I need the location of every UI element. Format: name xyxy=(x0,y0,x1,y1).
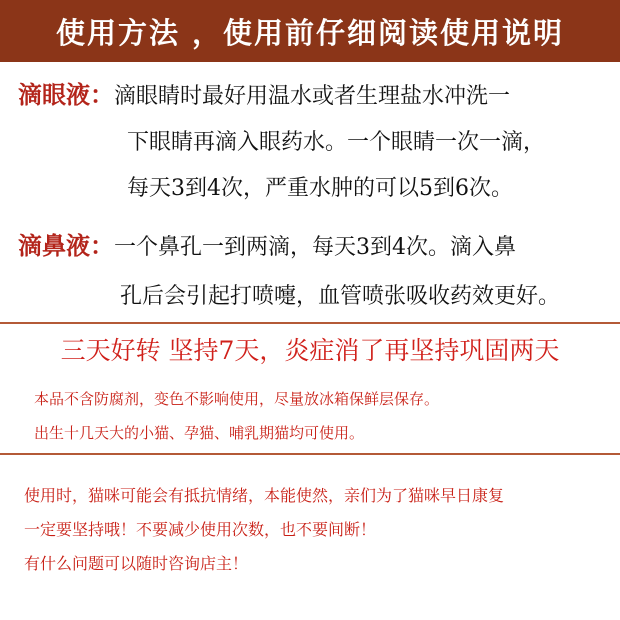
divider-bottom xyxy=(0,453,620,455)
banner-title: 使用方法 ，使用前仔细阅读使用说明 xyxy=(55,15,565,50)
eye-drops-line-1 xyxy=(18,80,510,112)
bottom-line-2: 一定要坚持哦！不要减少使用次数，也不要间断！ xyxy=(24,520,377,539)
nose-drops-label: 滴鼻液： xyxy=(18,231,114,260)
divider-top xyxy=(0,322,620,324)
note-line-1: 本品不含防腐剂，变色不影响使用，尽量放冰箱保鲜层保存。 xyxy=(34,390,440,408)
bottom-line-1: 使用时，猫咪可能会有抵抗情绪，本能使然，亲们为了猫咪早日康复 xyxy=(24,486,505,505)
bottom-line-3: 有什么问题可以随时咨询店主！ xyxy=(24,554,249,573)
title-banner xyxy=(0,0,620,62)
nose-drops-text-1: 一个鼻孔一到两滴，每天3到4次。滴入鼻 xyxy=(114,235,516,260)
eye-drops-label: 滴眼液： xyxy=(18,80,114,109)
nose-drops-line-1 xyxy=(18,231,516,263)
nose-drops-line-2: 孔后会引起打喷嚏，血管喷张吸收药效更好。 xyxy=(120,284,561,309)
eye-drops-text-1: 滴眼睛时最好用温水或者生理盐水冲洗一 xyxy=(114,84,511,109)
highlight-text: 三天好转 坚持7天，炎症消了再坚持巩固两天 xyxy=(60,336,560,365)
eye-drops-line-2: 下眼睛再滴入眼药水。一个眼睛一次一滴， xyxy=(127,130,546,155)
eye-drops-line-3: 每天3到4次，严重水肿的可以5到6次。 xyxy=(127,176,513,201)
note-line-2: 出生十几天大的小猫、孕猫、哺乳期猫均可使用。 xyxy=(34,424,365,442)
